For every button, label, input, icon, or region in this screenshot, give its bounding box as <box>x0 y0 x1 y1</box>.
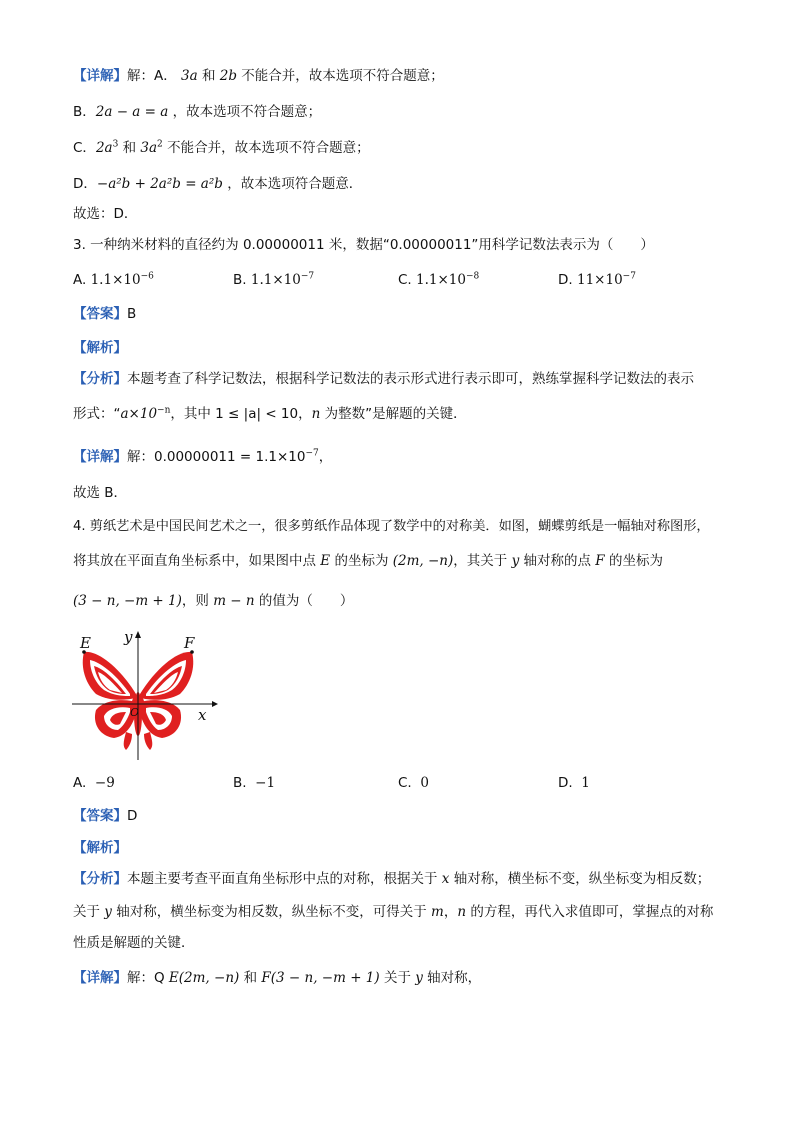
q3-analysis-line2 <box>73 404 467 424</box>
x-axis-arrow <box>212 701 218 707</box>
text: 解：Q <box>127 970 169 986</box>
math-expr: 2a <box>95 140 113 156</box>
option-label: D. <box>558 272 573 288</box>
label-e: E <box>80 634 91 652</box>
option-label: B． <box>73 104 96 120</box>
math-expr: 3a <box>140 140 158 156</box>
math-expr: x <box>441 871 450 887</box>
conclusion-line: 故选：D． <box>73 206 138 222</box>
text: 本题主要考查平面直角坐标形中点的对称，根据关于 <box>127 871 442 887</box>
text: 和 <box>197 68 220 84</box>
q4-detail <box>73 968 481 988</box>
q3-option-b <box>233 270 314 290</box>
math-expr: m − n <box>213 593 255 609</box>
math-expr: a×10 <box>120 406 158 422</box>
option-label: D． <box>73 176 97 192</box>
option-label: A. <box>73 272 87 288</box>
q4-option-a <box>73 773 115 793</box>
math-expr: (3 − n, −m + 1) <box>73 593 182 609</box>
option-label: B. <box>233 775 247 791</box>
q4-analysis-line1 <box>73 869 710 889</box>
text: ，故本选项符合题意． <box>222 176 363 192</box>
math-expr: E <box>320 553 331 569</box>
label-y: y <box>124 628 133 646</box>
math-expr: 2b <box>219 68 238 84</box>
question-4-stem-line2 <box>73 551 663 571</box>
text: ， <box>318 449 333 465</box>
butterfly-figure <box>70 628 220 763</box>
q4-analysis-line3: 性质是解题的关键． <box>73 935 195 951</box>
q3-jiexi-tag: 【解析】 <box>73 340 127 356</box>
option-value: 1.1×10 <box>416 272 466 288</box>
math-expr: −a²b + 2a²b = a²b <box>96 176 223 192</box>
math-expr: 3a <box>181 68 198 84</box>
label-x: x <box>198 706 207 724</box>
text: 形式：“ <box>73 406 121 422</box>
exponent: 2 <box>157 139 163 150</box>
q3-option-a <box>73 270 154 290</box>
q4-jiexi-tag: 【解析】 <box>73 840 127 856</box>
answer-value: B <box>127 306 137 322</box>
text: ，其关于 <box>453 553 512 569</box>
option-label: C. <box>398 272 412 288</box>
text: 关于 <box>73 904 105 920</box>
answer-value: D <box>127 808 138 824</box>
exponent: −7 <box>622 271 636 282</box>
detail-tag: 【详解】 <box>73 68 127 84</box>
option-value: 11×10 <box>576 272 623 288</box>
text: 和 <box>118 140 141 156</box>
text: 的坐标为 <box>330 553 393 569</box>
q4-option-b <box>233 773 275 793</box>
text: 解：0.00000011 = 1.1×10 <box>127 449 306 465</box>
text: 轴对称的点 <box>519 553 596 569</box>
detail-tag: 【详解】 <box>73 970 127 986</box>
analysis-tag: 【分析】 <box>73 371 127 387</box>
option-label: D. <box>558 775 573 791</box>
text: 轴对称，横坐标不变，纵坐标变为相反数； <box>449 871 711 887</box>
analysis-tag: 【分析】 <box>73 871 127 887</box>
q3-answer <box>73 304 136 324</box>
math-expr: y <box>511 553 520 569</box>
text: ，故本选项不符合题意； <box>168 104 322 120</box>
text: 和 <box>239 970 262 986</box>
y-axis-arrow <box>135 631 141 638</box>
q3-conclusion: 故选 B． <box>73 485 128 501</box>
detail-line-a <box>73 66 444 86</box>
question-4-stem-line3 <box>73 591 353 611</box>
math-expr: n <box>311 406 321 422</box>
label-f: F <box>184 634 195 652</box>
q3-analysis-line1 <box>73 369 694 389</box>
option-value: −9 <box>94 775 115 791</box>
text: ， <box>443 904 458 920</box>
exponent: −6 <box>140 271 154 282</box>
option-value: 1.1×10 <box>90 272 141 288</box>
math-expr: y <box>104 904 112 920</box>
exponent: 3 <box>112 139 119 150</box>
math-expr: F(3 − n, −m + 1) <box>261 970 380 986</box>
answer-tag: 【答案】 <box>73 808 127 824</box>
text: 将其放在平面直角坐标系中，如果图中点 <box>73 553 321 569</box>
math-expr: 2a − a = a <box>95 104 169 120</box>
text: 轴对称，横坐标变为相反数，纵坐标不变，可得关于 <box>111 904 432 920</box>
q4-option-c <box>398 773 429 793</box>
text: 轴对称， <box>422 970 482 986</box>
q3-option-d <box>558 270 636 290</box>
math-expr: (2m, −n) <box>392 553 454 569</box>
option-value: 1 <box>581 775 590 791</box>
q4-answer <box>73 806 137 826</box>
math-expr: n <box>457 904 467 920</box>
question-3-stem: 3. 一种纳米材料的直径约为 0.00000011 米，数据“0.00000011”用科学记数法表示为（ ） <box>73 237 654 253</box>
option-label: 解：A． <box>127 68 177 84</box>
text: 关于 <box>379 970 416 986</box>
q3-detail <box>73 447 332 467</box>
exponent: −7 <box>300 271 315 282</box>
detail-line-c <box>73 138 370 158</box>
text: 本题考查了科学记数法，根据科学记数法的表示形式进行表示即可，熟练掌握科学记数法的表示 <box>127 371 694 387</box>
text: ，则 <box>181 593 214 609</box>
exponent: −n <box>157 405 171 416</box>
detail-line-b <box>73 102 321 122</box>
q4-analysis-line2 <box>73 902 713 922</box>
option-value: 0 <box>420 775 429 791</box>
detail-tag: 【详解】 <box>73 449 127 465</box>
question-4-stem-line1: 4. 剪纸艺术是中国民间艺术之一，很多剪纸作品体现了数学中的对称美．如图，蝴蝶剪纸是一幅轴对称图形， <box>73 519 710 534</box>
option-label: C． <box>73 140 96 156</box>
detail-line-d <box>73 174 362 194</box>
exponent: −7 <box>305 448 319 459</box>
math-expr: m <box>431 904 444 920</box>
text: ，其中 1 ≤ |a| < 10， <box>170 406 312 422</box>
option-value: −1 <box>255 775 276 791</box>
q4-option-d <box>558 773 590 793</box>
option-value: 1.1×10 <box>250 272 301 288</box>
text: 的方程，再代入求值即可，掌握点的对称 <box>466 904 714 920</box>
text: 的坐标为 <box>604 553 663 569</box>
option-label: C. <box>398 775 412 791</box>
q3-option-c <box>398 270 479 290</box>
text: 为整数”是解题的关键． <box>320 406 467 422</box>
exponent: −8 <box>465 271 480 282</box>
label-origin: O <box>130 706 140 719</box>
option-label: B. <box>233 272 247 288</box>
answer-tag: 【答案】 <box>73 306 127 322</box>
math-expr: F <box>595 553 605 569</box>
option-label: A. <box>73 775 87 791</box>
math-expr: E(2m, −n) <box>168 970 240 986</box>
math-expr: y <box>415 970 423 986</box>
text: 的值为（ ） <box>254 593 354 609</box>
text: 不能合并，故本选项不符合题意； <box>162 140 370 156</box>
text: 不能合并，故本选项不符合题意； <box>237 68 444 84</box>
